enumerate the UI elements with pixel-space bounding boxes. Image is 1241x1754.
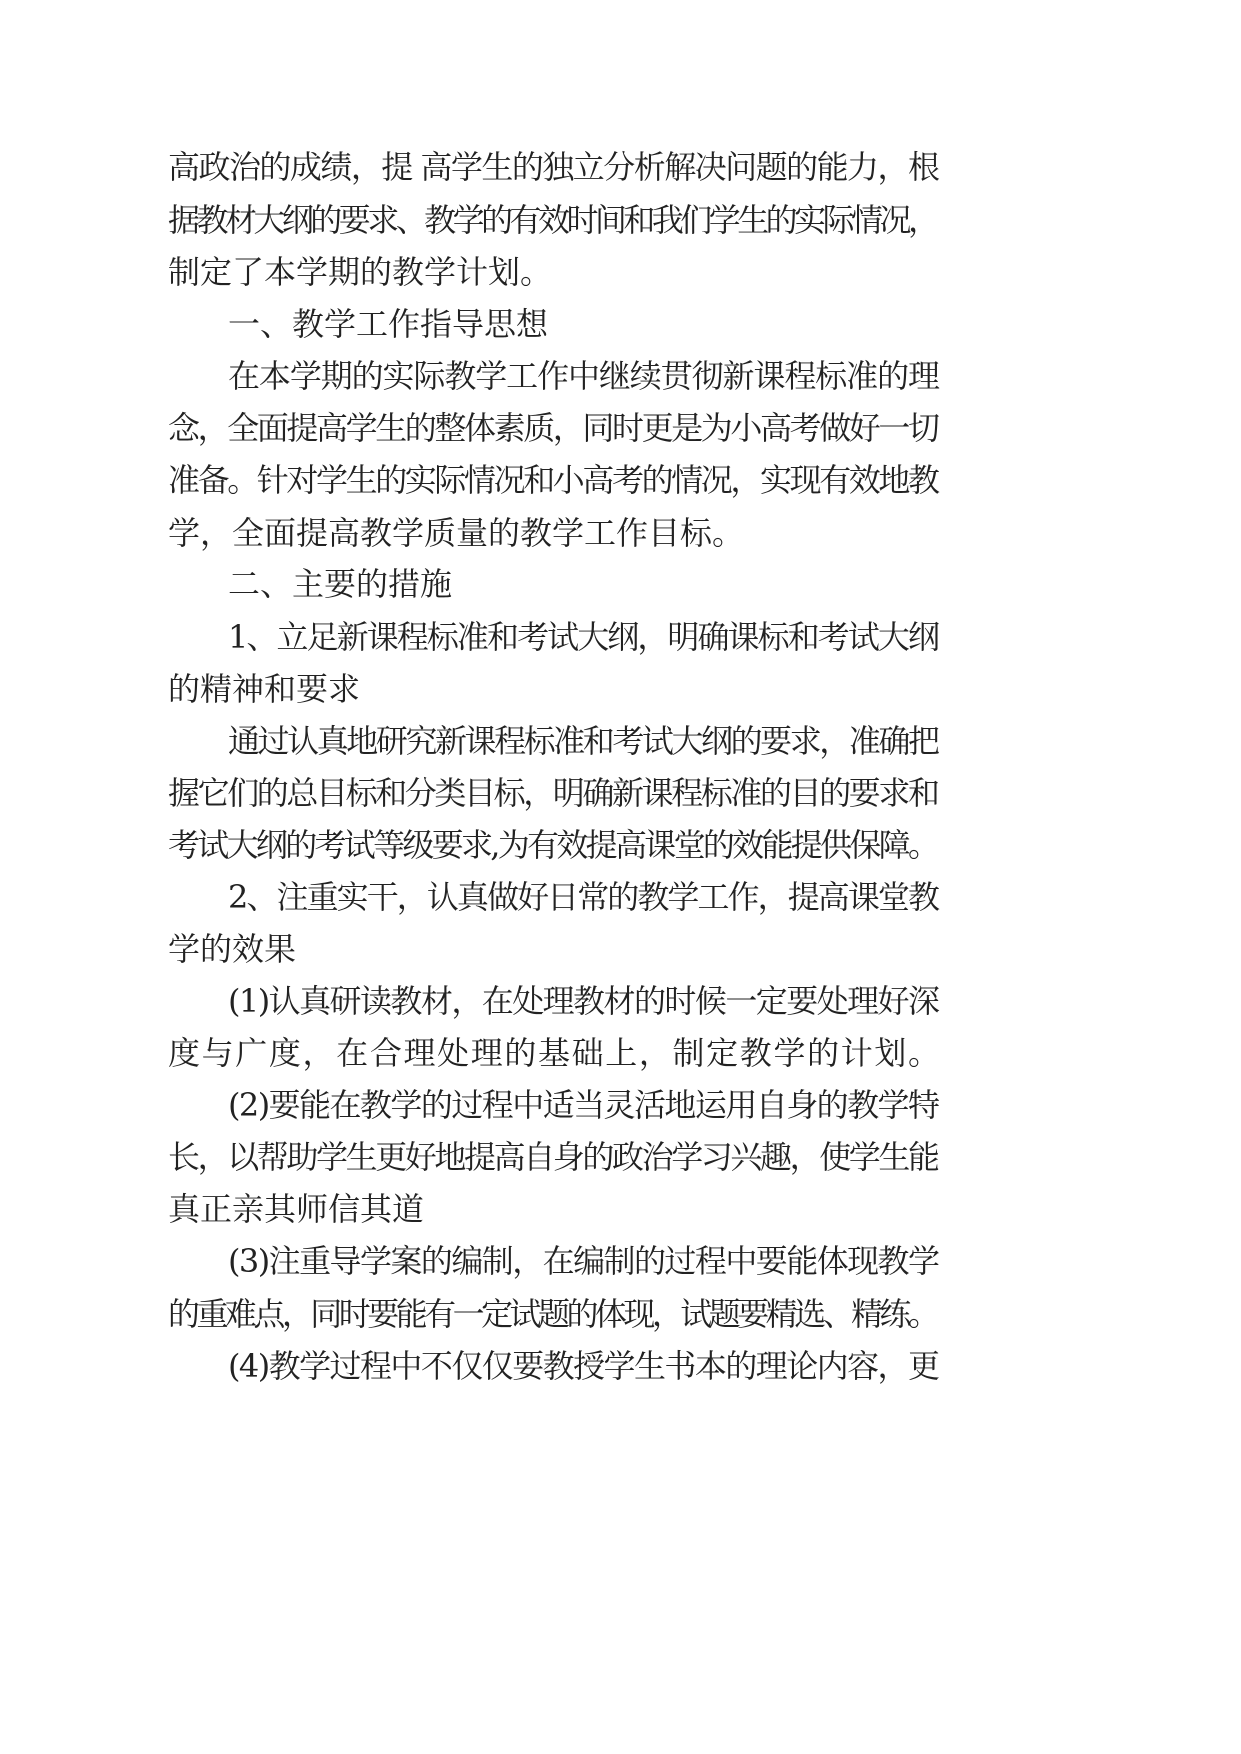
paragraph-start-line: 2、注重实干，认真做好日常的教学工作，提高课堂教 — [228, 878, 939, 916]
paragraph-start-line: (1)认真研读教材，在处理教材的时候一定要处理好深 — [228, 982, 939, 1020]
body-text-line: 准备。针对学生的实际情况和小高考的情况，实现有效地教 — [168, 461, 938, 499]
paragraph-start-line: 在本学期的实际教学工作中继续贯彻新课程标准的理 — [228, 357, 939, 395]
body-text-line: 据教材大纲的要求、教学的有效时间和我们学生的实际情况， — [168, 201, 937, 239]
body-text-line: 制定了本学期的教学计划。 — [168, 253, 553, 291]
body-text-line: 的精神和要求 — [168, 670, 361, 708]
body-text-line: 学，全面提高教学质量的教学工作目标。 — [168, 514, 745, 552]
body-text-line: 长，以帮助学生更好地提高自身的政治学习兴趣，使学生能 — [168, 1138, 938, 1176]
paragraph-start-line: 一、教学工作指导思想 — [228, 305, 549, 343]
body-text-line: 度与广度，在合理处理的基础上，制定教学的计划。 — [168, 1034, 942, 1072]
body-text-line: 高政治的成绩，提 高学生的独立分析解决问题的能力，根 — [168, 148, 939, 186]
paragraph-start-line: 二、主要的措施 — [228, 565, 453, 603]
paragraph-start-line: 通过认真地研究新课程标准和考试大纲的要求，准确把 — [228, 722, 938, 760]
paragraph-start-line: (4)教学过程中不仅仅要教授学生书本的理论内容，更 — [228, 1347, 939, 1385]
body-text-line: 真正亲其师信其道 — [168, 1190, 425, 1228]
paragraph-start-line: 1、立足新课程标准和考试大纲，明确课标和考试大纲 — [228, 618, 939, 656]
paragraph-start-line: (2)要能在教学的过程中适当灵活地运用自身的教学特 — [228, 1086, 939, 1124]
body-text-line: 的重难点，同时要能有一定试题的体现，试题要精选、精练。 — [168, 1295, 937, 1333]
body-text-line: 握它们的总目标和分类目标，明确新课程标准的目的要求和 — [168, 774, 938, 812]
body-text-line: 学的效果 — [168, 930, 297, 968]
paragraph-start-line: (3)注重导学案的编制，在编制的过程中要能体现教学 — [228, 1242, 939, 1280]
body-text-line: 念，全面提高学生的整体素质，同时更是为小高考做好一切 — [168, 409, 938, 447]
body-text-line: 考试大纲的考试等级要求,为有效提高课堂的效能提供保障。 — [168, 826, 938, 864]
